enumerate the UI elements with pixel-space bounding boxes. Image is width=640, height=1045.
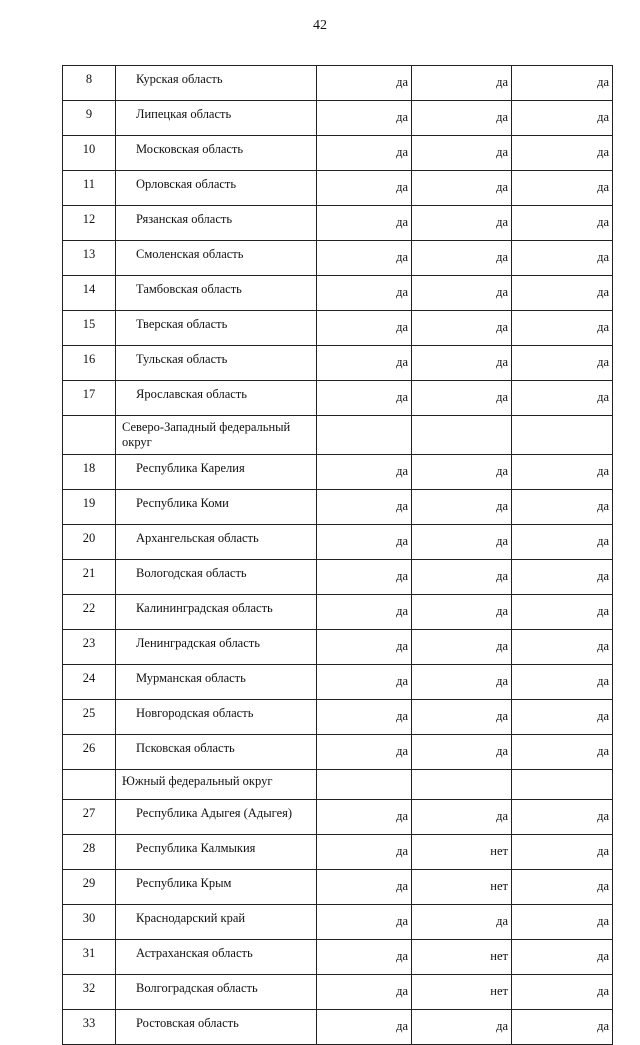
value-col-3: да — [512, 560, 613, 595]
value-cell-a — [317, 416, 412, 455]
value-col-3: да — [512, 975, 613, 1010]
region-name: Волгоградская область — [116, 975, 317, 1010]
region-name: Ярославская область — [116, 381, 317, 416]
table-row — [63, 800, 613, 835]
region-name: Московская область — [116, 136, 317, 171]
row-number: 9 — [63, 101, 116, 136]
value-col-3: да — [512, 940, 613, 975]
table-row — [63, 206, 613, 241]
region-name: Липецкая область — [116, 101, 317, 136]
table-row — [63, 735, 613, 770]
table-row — [63, 665, 613, 700]
value-col-2: да — [412, 905, 512, 940]
value-col-3: да — [512, 1010, 613, 1045]
value-cell-b — [412, 416, 512, 455]
value-col-3: да — [512, 905, 613, 940]
table-row — [63, 490, 613, 525]
section-heading — [116, 416, 317, 455]
value-col-1: да — [317, 1010, 412, 1045]
value-col-1: да — [317, 630, 412, 665]
value-col-2: нет — [412, 835, 512, 870]
table-row — [63, 700, 613, 735]
value-col-3: да — [512, 630, 613, 665]
region-name: Ленинградская область — [116, 630, 317, 665]
region-name: Тамбовская область — [116, 276, 317, 311]
row-number: 18 — [63, 455, 116, 490]
table-row — [63, 870, 613, 905]
row-number: 8 — [63, 66, 116, 101]
value-col-1: да — [317, 870, 412, 905]
section-row — [63, 416, 613, 455]
value-col-1: да — [317, 525, 412, 560]
table-row — [63, 171, 613, 206]
value-col-1: да — [317, 665, 412, 700]
value-col-2: да — [412, 455, 512, 490]
table-row — [63, 630, 613, 665]
value-col-2: да — [412, 206, 512, 241]
value-col-2: да — [412, 630, 512, 665]
value-col-1: да — [317, 700, 412, 735]
value-col-3: да — [512, 835, 613, 870]
value-cell-c — [512, 770, 613, 800]
table-row — [63, 560, 613, 595]
row-number: 23 — [63, 630, 116, 665]
value-col-2: да — [412, 800, 512, 835]
row-number: 17 — [63, 381, 116, 416]
row-number: 14 — [63, 276, 116, 311]
value-col-1: да — [317, 595, 412, 630]
value-col-2: да — [412, 595, 512, 630]
value-cell-c — [512, 416, 613, 455]
row-number: 24 — [63, 665, 116, 700]
row-number-cell — [63, 770, 116, 800]
value-col-2: да — [412, 1010, 512, 1045]
value-cell-a — [317, 770, 412, 800]
value-col-3: да — [512, 241, 613, 276]
row-number: 10 — [63, 136, 116, 171]
region-name: Калининградская область — [116, 595, 317, 630]
table-row — [63, 905, 613, 940]
value-col-1: да — [317, 136, 412, 171]
region-name: Рязанская область — [116, 206, 317, 241]
value-col-3: да — [512, 455, 613, 490]
region-name: Краснодарский край — [116, 905, 317, 940]
value-col-3: да — [512, 800, 613, 835]
table-row — [63, 66, 613, 101]
value-col-3: да — [512, 206, 613, 241]
section-heading-line: Южный федеральный округ — [122, 774, 273, 788]
table-row — [63, 1010, 613, 1045]
region-name: Курская область — [116, 66, 317, 101]
value-col-2: да — [412, 525, 512, 560]
row-number: 11 — [63, 171, 116, 206]
region-name: Вологодская область — [116, 560, 317, 595]
row-number: 21 — [63, 560, 116, 595]
value-col-2: да — [412, 171, 512, 206]
regions-table — [62, 65, 613, 1045]
value-col-3: да — [512, 136, 613, 171]
region-name: Ростовская область — [116, 1010, 317, 1045]
value-col-1: да — [317, 835, 412, 870]
value-col-3: да — [512, 311, 613, 346]
value-col-2: да — [412, 381, 512, 416]
table-row — [63, 311, 613, 346]
value-col-3: да — [512, 276, 613, 311]
table-row — [63, 595, 613, 630]
region-name: Орловская область — [116, 171, 317, 206]
value-col-3: да — [512, 66, 613, 101]
table-row — [63, 975, 613, 1010]
table-row — [63, 101, 613, 136]
value-col-3: да — [512, 595, 613, 630]
table-row — [63, 381, 613, 416]
row-number: 19 — [63, 490, 116, 525]
value-col-2: нет — [412, 940, 512, 975]
row-number: 31 — [63, 940, 116, 975]
value-col-1: да — [317, 975, 412, 1010]
value-col-1: да — [317, 311, 412, 346]
value-cell-b — [412, 770, 512, 800]
value-col-3: да — [512, 700, 613, 735]
section-heading-line: округ — [122, 435, 152, 449]
value-col-1: да — [317, 206, 412, 241]
value-col-3: да — [512, 101, 613, 136]
row-number: 15 — [63, 311, 116, 346]
row-number: 12 — [63, 206, 116, 241]
row-number: 20 — [63, 525, 116, 560]
value-col-2: да — [412, 276, 512, 311]
value-col-1: да — [317, 735, 412, 770]
value-col-3: да — [512, 870, 613, 905]
row-number: 16 — [63, 346, 116, 381]
value-col-2: да — [412, 136, 512, 171]
value-col-1: да — [317, 455, 412, 490]
row-number-cell — [63, 416, 116, 455]
region-name: Мурманская область — [116, 665, 317, 700]
value-col-2: да — [412, 346, 512, 381]
value-col-1: да — [317, 276, 412, 311]
value-col-1: да — [317, 800, 412, 835]
value-col-3: да — [512, 171, 613, 206]
value-col-1: да — [317, 346, 412, 381]
value-col-1: да — [317, 381, 412, 416]
value-col-3: да — [512, 381, 613, 416]
row-number: 28 — [63, 835, 116, 870]
row-number: 33 — [63, 1010, 116, 1045]
region-name: Новгородская область — [116, 700, 317, 735]
region-name: Республика Карелия — [116, 455, 317, 490]
region-name: Астраханская область — [116, 940, 317, 975]
region-name: Псковская область — [116, 735, 317, 770]
row-number: 26 — [63, 735, 116, 770]
value-col-1: да — [317, 905, 412, 940]
value-col-2: нет — [412, 870, 512, 905]
value-col-3: да — [512, 346, 613, 381]
value-col-1: да — [317, 560, 412, 595]
value-col-2: да — [412, 66, 512, 101]
table-row — [63, 276, 613, 311]
value-col-2: да — [412, 700, 512, 735]
table-row — [63, 241, 613, 276]
value-col-2: да — [412, 665, 512, 700]
region-name: Республика Коми — [116, 490, 317, 525]
value-col-2: да — [412, 311, 512, 346]
page-number: 42 — [313, 18, 327, 33]
table-row — [63, 455, 613, 490]
value-col-3: да — [512, 665, 613, 700]
region-name: Республика Крым — [116, 870, 317, 905]
table-row — [63, 525, 613, 560]
row-number: 30 — [63, 905, 116, 940]
region-name: Тверская область — [116, 311, 317, 346]
value-col-1: да — [317, 241, 412, 276]
section-heading — [116, 770, 317, 800]
value-col-3: да — [512, 525, 613, 560]
value-col-3: да — [512, 735, 613, 770]
row-number: 32 — [63, 975, 116, 1010]
value-col-1: да — [317, 101, 412, 136]
region-name: Республика Калмыкия — [116, 835, 317, 870]
table-row — [63, 136, 613, 171]
table-row — [63, 346, 613, 381]
region-name: Архангельская область — [116, 525, 317, 560]
row-number: 13 — [63, 241, 116, 276]
value-col-2: нет — [412, 975, 512, 1010]
table-row — [63, 835, 613, 870]
region-name: Смоленская область — [116, 241, 317, 276]
section-heading-line: Северо-Западный федеральный — [122, 420, 291, 434]
region-name: Республика Адыгея (Адыгея) — [116, 800, 317, 835]
value-col-1: да — [317, 171, 412, 206]
value-col-3: да — [512, 490, 613, 525]
value-col-2: да — [412, 101, 512, 136]
row-number: 29 — [63, 870, 116, 905]
value-col-2: да — [412, 241, 512, 276]
value-col-2: да — [412, 735, 512, 770]
section-row — [63, 770, 613, 800]
value-col-2: да — [412, 560, 512, 595]
row-number: 27 — [63, 800, 116, 835]
value-col-2: да — [412, 490, 512, 525]
value-col-1: да — [317, 490, 412, 525]
value-col-1: да — [317, 940, 412, 975]
row-number: 22 — [63, 595, 116, 630]
value-col-1: да — [317, 66, 412, 101]
region-name: Тульская область — [116, 346, 317, 381]
table-row — [63, 940, 613, 975]
row-number: 25 — [63, 700, 116, 735]
